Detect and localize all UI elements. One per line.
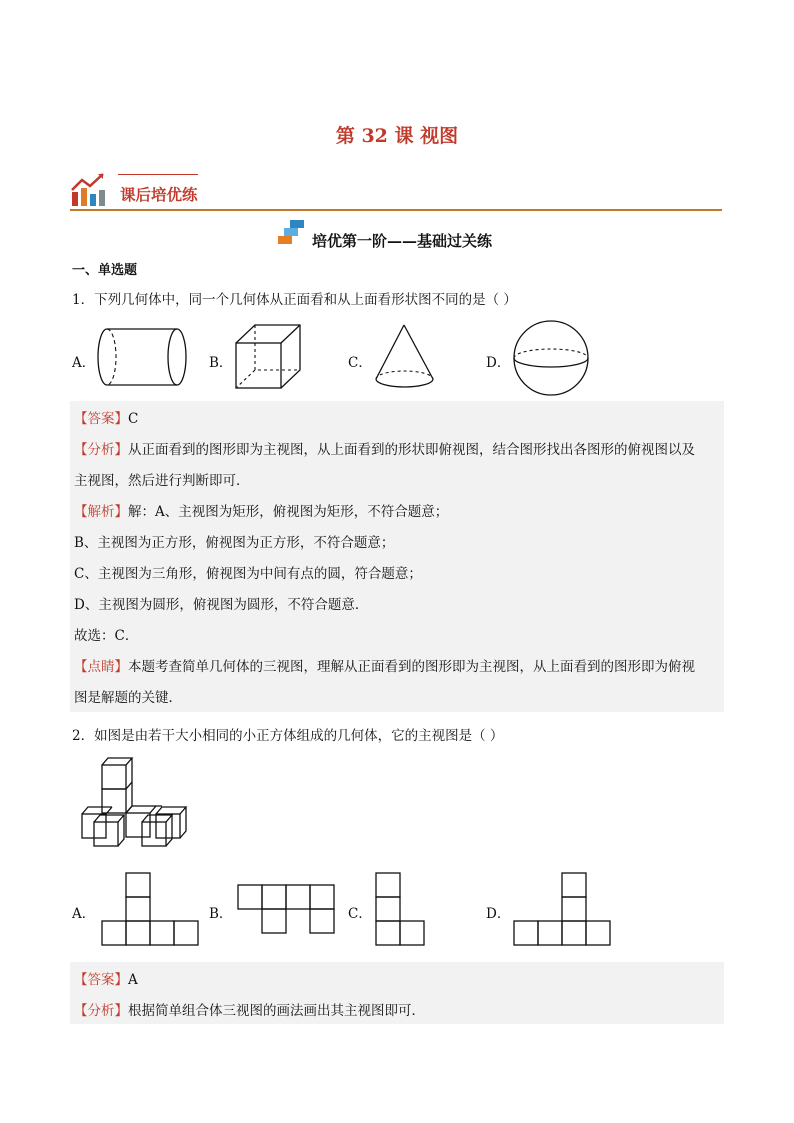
q2-option-a-label: A．	[72, 906, 96, 922]
bar-chart-arrow-icon	[70, 172, 110, 208]
q2-option-d-label: D．	[486, 906, 511, 922]
section-title: 课后培优练	[120, 185, 198, 204]
steps-icon	[276, 218, 308, 246]
question-1-stem: 1．下列几何体中，同一个几何体从正面看和从上面看形状图不同的是（ ）	[72, 292, 517, 308]
q1-option-b-label: B．	[209, 355, 233, 371]
q2-answer-block	[70, 962, 724, 1024]
section-top-line	[118, 174, 198, 175]
solution-text: 解：A、主视图为矩形，俯视图为矩形，不符合题意；	[128, 504, 449, 520]
subheading: 一、单选题	[72, 263, 138, 278]
answer-tag: 【答案】	[74, 411, 128, 427]
q1-option-a-label: A．	[72, 355, 96, 371]
section-rule	[70, 209, 722, 211]
cylinder-figure	[95, 327, 190, 389]
q1-solution-line-1	[74, 500, 448, 520]
q1-comment-line-2: 图是解题的关键．	[74, 690, 182, 706]
q1-option-c-label: C．	[348, 355, 372, 371]
comment-text: 本题考查简单几何体的三视图，理解从正面看到的图形即为主视图，从上面看到的图形即为俯视	[128, 659, 695, 675]
q1-solution-line-4: D、主视图为圆形，俯视图为圆形，不符合题意．	[74, 597, 369, 613]
q1-comment-line-1	[74, 655, 695, 675]
q2-option-c-label: C．	[348, 906, 372, 922]
solution-tag: 【解析】	[74, 504, 128, 520]
q1-analysis-line-2: 主视图，然后进行判断即可．	[74, 473, 250, 489]
answer-value: A	[128, 972, 138, 988]
answer-value: C	[128, 411, 139, 427]
front-view-option-d	[513, 872, 613, 946]
stage-title: 培优第一阶——基础过关练	[312, 232, 493, 250]
question-2-stem: 2．如图是由若干大小相同的小正方体组成的几何体，它的主视图是（ ）	[72, 728, 504, 744]
front-view-option-c	[375, 872, 427, 946]
cone-figure	[373, 323, 437, 389]
analysis-tag: 【分析】	[74, 442, 128, 458]
comment-tag: 【点睛】	[74, 659, 128, 675]
analysis-text: 根据简单组合体三视图的画法画出其主视图即可．	[128, 1003, 425, 1019]
q2-option-b-label: B．	[209, 906, 233, 922]
page-title: 第 32 课 视图	[335, 125, 459, 147]
front-view-option-a	[101, 872, 201, 946]
q2-answer-line	[74, 968, 138, 988]
q1-option-d-label: D．	[486, 355, 511, 371]
q1-solution-line-5: 故选：C．	[74, 628, 139, 644]
q1-answer-line	[74, 407, 138, 427]
sphere-figure	[512, 320, 592, 398]
cube-stack-figure	[74, 755, 186, 851]
analysis-tag: 【分析】	[74, 1003, 128, 1019]
analysis-text: 从正面看到的图形即为主视图，从上面看到的形状即俯视图，结合图形找出各图形的俯视图以及	[128, 442, 695, 458]
answer-tag: 【答案】	[74, 972, 128, 988]
q1-analysis-line-1	[74, 438, 695, 458]
q2-analysis-line	[74, 999, 425, 1019]
q1-answer-block	[70, 401, 724, 712]
q1-solution-line-2: B、主视图为正方形，俯视图为正方形，不符合题意；	[74, 535, 395, 551]
front-view-option-b	[237, 884, 337, 936]
cube-figure	[233, 323, 303, 389]
q1-solution-line-3: C、主视图为三角形，俯视图为中间有点的圆，符合题意；	[74, 566, 422, 582]
